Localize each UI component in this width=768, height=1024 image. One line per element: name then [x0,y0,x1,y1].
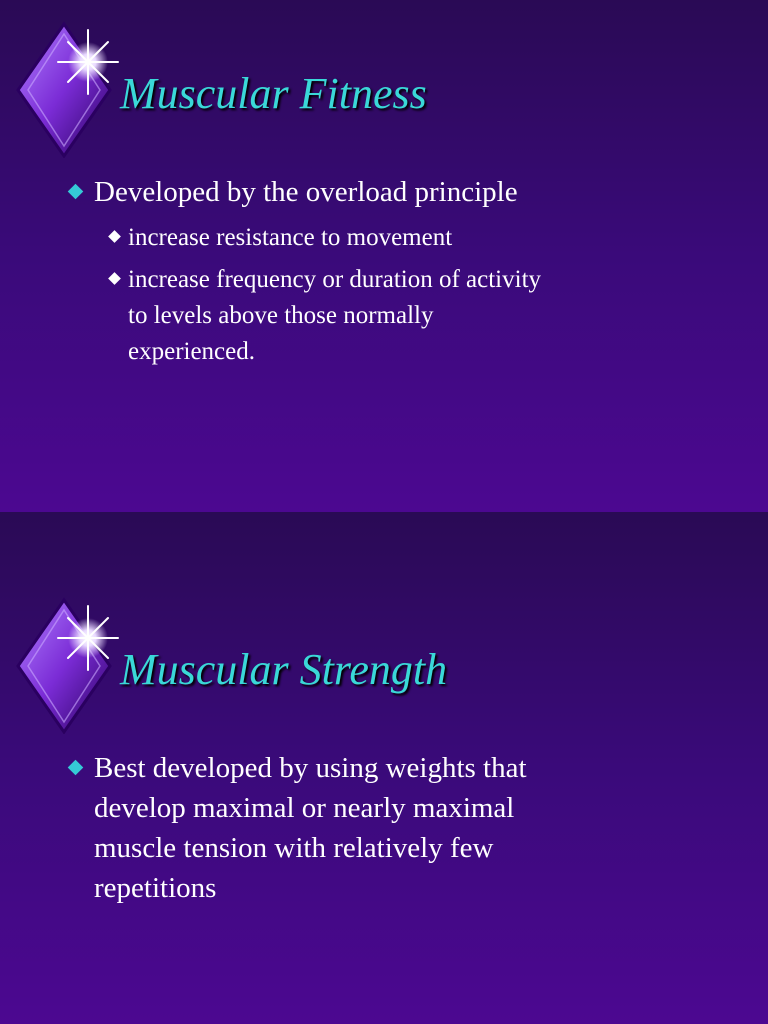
slide-title: Muscular Fitness [120,69,427,118]
bullet-text: Developed by the overload principle [94,176,518,208]
slide-muscular-strength [0,512,768,1024]
bullet-text: Best developed by using weights that [94,752,527,784]
bullet-text: develop maximal or nearly maximal [94,792,515,824]
diamond-bullet-icon [68,760,84,776]
sub-bullet-text: increase resistance to movement [128,224,453,251]
bullet-text: repetitions [94,872,217,904]
diamond-bullet-icon [108,272,121,285]
slide-title: Muscular Strength [120,645,448,694]
sub-bullet-text: experienced. [128,338,256,365]
sub-bullet-text: to levels above those normally [128,302,434,329]
diamond-bullet-icon [68,184,84,200]
diamond-star-logo-icon [14,18,124,158]
diamond-star-logo-icon [14,594,124,734]
diamond-bullet-icon [108,230,121,243]
sub-bullet-text: increase frequency or duration of activity [128,266,542,293]
bullet-text: muscle tension with relatively few [94,832,494,864]
